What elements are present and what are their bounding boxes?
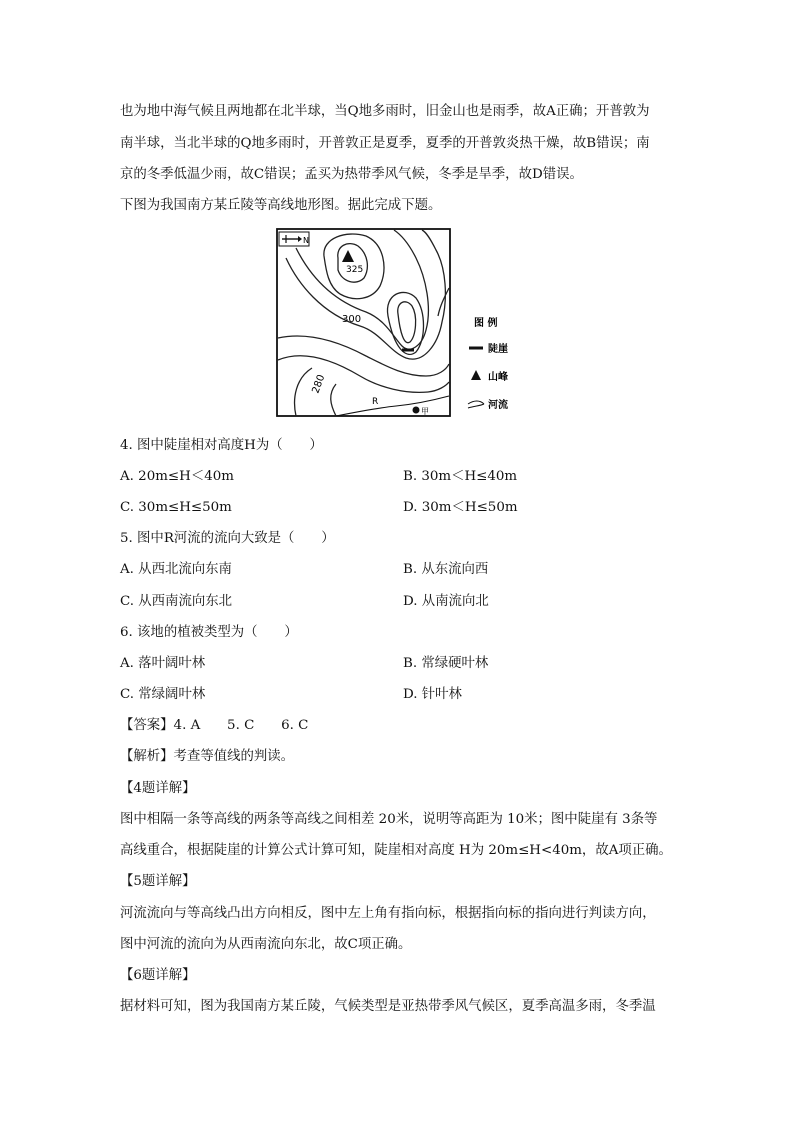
question-4-stem: 4. 图中陡崖相对高度H为（ ）: [120, 438, 323, 453]
legend-river: 河流: [488, 400, 508, 411]
point-jia-icon: [413, 407, 420, 414]
svg-text:N: N: [303, 236, 309, 245]
answer-line: 【答案】4. A 5. C 6. C: [120, 718, 309, 733]
river-legend-icon: [468, 401, 484, 408]
contour-map: [276, 228, 518, 418]
detail-4-line: 图中相隔一条等高线的两条等高线之间相差 20米，说明等高距为 10米；图中陡崖有 3条等: [120, 812, 658, 827]
detail-6-line: 据材料可知，图为我国南方某丘陵，气候类型是亚热带季风气候区，夏季高温多雨，冬季温: [120, 999, 656, 1014]
legend-title: 图 例: [474, 318, 498, 329]
contour-label-325: 325: [346, 265, 364, 275]
point-jia-label: 甲: [421, 407, 429, 416]
river-label: R: [372, 397, 379, 407]
detail-4-line: 高线重合，根据陡崖的计算公式计算可知，陡崖相对高度 H为 20m≤H<40m，故A项正确。: [120, 843, 672, 858]
legend-cliff: 陡崖: [488, 344, 508, 355]
q4-option-b: B. 30m＜H≤40m: [403, 469, 518, 484]
intro-text: 下图为我国南方某丘陵等高线地形图。据此完成下题。: [120, 198, 442, 213]
legend-peak: 山峰: [488, 372, 508, 383]
detail-4-heading: 【4题详解】: [120, 781, 196, 796]
q6-option-c: C. 常绿阔叶林: [120, 687, 206, 702]
q4-option-c: C. 30m≤H≤50m: [120, 500, 232, 515]
q5-option-b: B. 从东流向西: [403, 562, 489, 577]
detail-5-line: 图中河流的流向为从西南流向东北，故C项正确。: [120, 937, 412, 952]
detail-5-heading: 【5题详解】: [120, 874, 196, 889]
map-legend: [468, 316, 508, 411]
q5-option-a: A. 从西北流向东南: [120, 562, 232, 577]
q6-option-a: A. 落叶阔叶林: [120, 656, 206, 671]
q4-option-d: D. 30m＜H≤50m: [403, 500, 518, 515]
contour-map-figure: [276, 228, 518, 418]
analysis-line: 【解析】考查等值线的判读。: [120, 749, 295, 764]
q4-option-a: A. 20m≤H＜40m: [120, 469, 234, 484]
peak-icon: [342, 250, 354, 262]
q6-option-b: B. 常绿硬叶林: [403, 656, 489, 671]
contour-lines: [278, 230, 449, 416]
detail-5-line: 河流流向与等高线凸出方向相反，图中左上角有指向标，根据指向标的指向进行判读方向，: [120, 906, 656, 921]
q5-option-d: D. 从南流向北: [403, 594, 489, 609]
question-6-stem: 6. 该地的植被类型为（ ）: [120, 625, 298, 640]
contour-label-300: 300: [342, 314, 362, 325]
north-arrow-icon: [279, 232, 309, 246]
paragraph-line: 南半球，当北半球的Q地多雨时，开普敦正是夏季，夏季的开普敦炎热干燥，故B错误；南: [120, 136, 650, 151]
q6-option-d: D. 针叶林: [403, 687, 462, 702]
q5-option-c: C. 从西南流向东北: [120, 594, 233, 609]
detail-6-heading: 【6题详解】: [120, 968, 196, 983]
peak-legend-icon: [471, 370, 481, 380]
river-r: [336, 396, 449, 416]
paragraph-line: 也为地中海气候且两地都在北半球，当Q地多雨时，旧金山也是雨季，故A正确；开普敦为: [120, 104, 650, 119]
contour-label-280: 280: [310, 373, 328, 396]
question-5-stem: 5. 图中R河流的流向大致是（ ）: [120, 531, 335, 546]
paragraph-line: 京的冬季低温少雨，故C错误；孟买为热带季风气候，冬季是旱季，故D错误。: [120, 167, 583, 182]
